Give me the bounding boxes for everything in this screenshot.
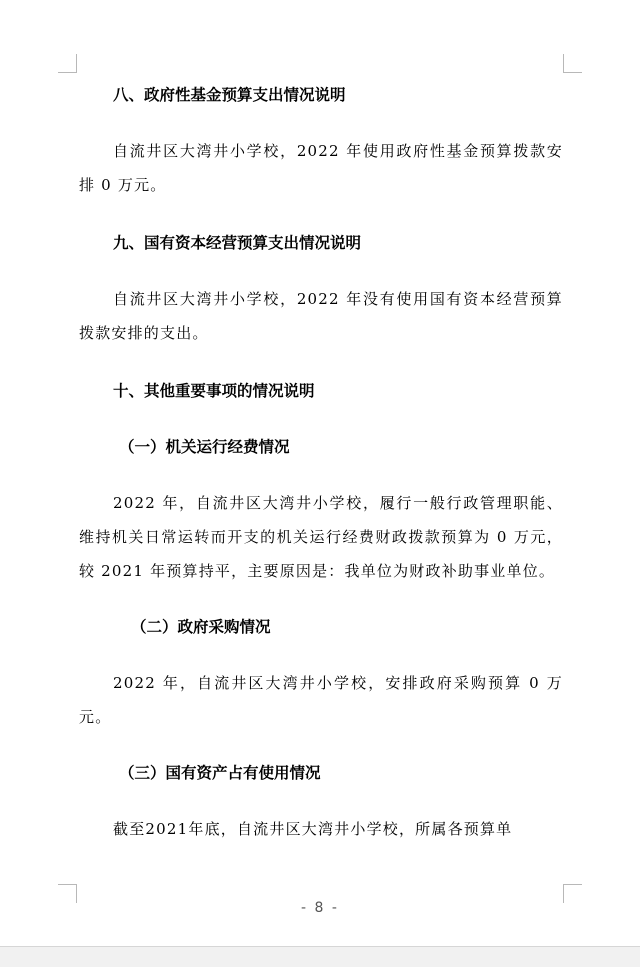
section-paragraph-9: 自流井区大湾井小学校，2022 年没有使用国有资本经营预算拨款安排的支出。 (79, 290, 563, 342)
section-paragraph-8: 自流井区大湾井小学校，2022 年使用政府性基金预算拨款安排 0 万元。 (79, 142, 563, 194)
crop-mark-top-right (563, 54, 582, 73)
crop-mark-top-left (58, 54, 77, 73)
subsection-paragraph-1: 2022 年，自流井区大湾井小学校，履行一般行政管理职能、维持机关日常运转而开支的机关运行经费财政拨款预算为 0 万元，较 2021 年预算持平，主要原因是：我单位为财政补助事业单位。 (79, 494, 563, 580)
document-body (79, 78, 563, 846)
section-heading-8: 八、政府性基金预算支出情况说明 (113, 86, 346, 104)
section-heading-10: 十、其他重要事项的情况说明 (113, 382, 315, 400)
section-heading-9: 九、国有资本经营预算支出情况说明 (113, 234, 362, 252)
page-number: - 8 - (301, 900, 339, 916)
subsection-heading-3: （三）国有资产占有使用情况 (119, 764, 321, 782)
page-bottom-edge (0, 946, 640, 967)
subsection-heading-2: （二）政府采购情况 (131, 618, 271, 636)
subsection-heading-1: （一）机关运行经费情况 (119, 438, 290, 456)
subsection-paragraph-3: 截至2021年底，自流井区大湾井小学校，所属各预算单 (113, 820, 513, 838)
subsection-paragraph-2: 2022 年，自流井区大湾井小学校，安排政府采购预算 0 万元。 (79, 674, 563, 726)
